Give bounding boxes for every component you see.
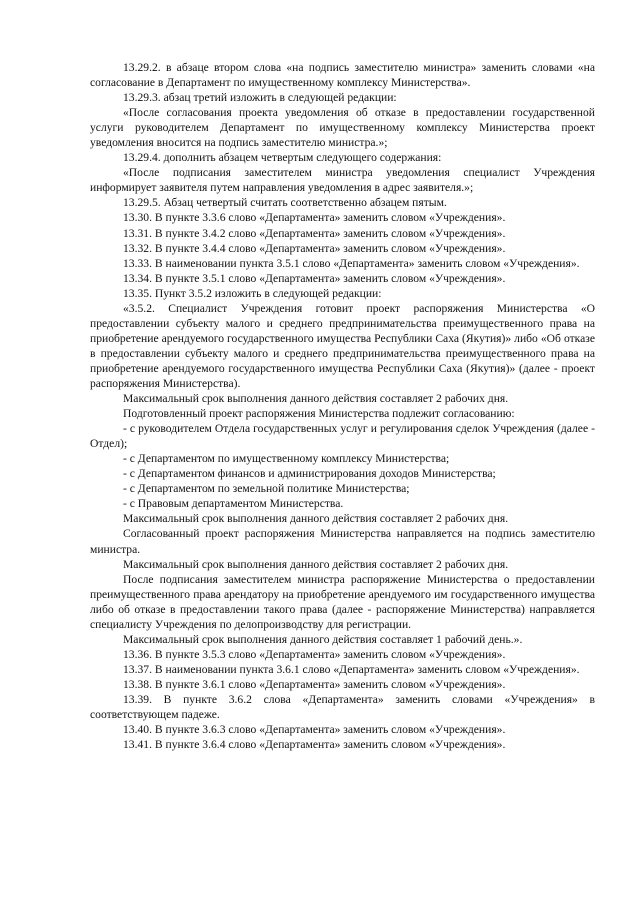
paragraph-13-32: 13.32. В пункте 3.4.4 слово «Департамента» заменить словом «Учреждения». bbox=[123, 241, 506, 255]
paragraph-13-41: 13.41. В пункте 3.6.4 слово «Департамента» заменить словом «Учреждения». bbox=[123, 738, 506, 752]
paragraph-13-29-2: 13.29.2. в абзаце втором слова «на подпись заместителю министра» заменить словами «на согласование в Департамент по имущественному комплексу Министерства». bbox=[90, 61, 595, 90]
paragraph-deadline-1: Максимальный срок выполнения данного действия составляет 2 рабочих дня. bbox=[123, 392, 509, 406]
paragraph-13-30: 13.30. В пункте 3.3.6 слово «Департамента» заменить словом «Учреждения». bbox=[123, 211, 506, 225]
paragraph-13-39: 13.39. В пункте 3.6.2 слова «Департамента» заменить словами «Учреждения» в соответствующем падеже. bbox=[90, 692, 595, 722]
list-item-department-head: - с руководителем Отдела государственных услуг и регулирования сделок Учреждения (далее - Отдел); bbox=[90, 422, 595, 451]
paragraph-13-36: 13.36. В пункте 3.5.3 слово «Департамента» заменить словом «Учреждения». bbox=[123, 647, 506, 661]
paragraph-13-29-4: 13.29.4. дополнить абзацем четвертым следующего содержания: bbox=[123, 151, 442, 165]
paragraph-13-34: 13.34. В пункте 3.5.1 слово «Департамента» заменить словом «Учреждения». bbox=[123, 271, 506, 285]
paragraph-quote-after-signing: «После подписания заместителем министра уведомления специалист Учреждения информирует заявителя путем направления уведомления в адрес заявителя.»; bbox=[90, 166, 595, 195]
list-item-finance-department: - с Департаментом финансов и администрирования доходов Министерства; bbox=[123, 467, 496, 481]
paragraph-deadline-2: Максимальный срок выполнения данного действия составляет 2 рабочих дня. bbox=[123, 512, 509, 526]
paragraph-sent-for-signature: Согласованный проект распоряжения Министерства направляется на подпись заместителю министра. bbox=[90, 527, 595, 556]
paragraph-after-signing-order: После подписания заместителем министра распоряжение Министерства о предоставлении преимущественного права арендатору на приобретение арендуемого им государственного имущества либо об отказе в предоставлении такого права (далее - распоряжение Министерства) направляется специалисту Учреждения по делопроизводству для регистрации. bbox=[90, 572, 595, 631]
paragraph-approval-list-intro: Подготовленный проект распоряжения Министерства подлежит согласованию: bbox=[123, 407, 515, 421]
paragraph-13-35: 13.35. Пункт 3.5.2 изложить в следующей редакции: bbox=[123, 286, 382, 300]
paragraph-13-29-3: 13.29.3. абзац третий изложить в следующей редакции: bbox=[123, 91, 397, 105]
paragraph-13-40: 13.40. В пункте 3.6.3 слово «Департамента» заменить словом «Учреждения». bbox=[123, 723, 506, 737]
list-item-legal-department: - с Правовым департаментом Министерства. bbox=[123, 497, 344, 511]
paragraph-13-29-5: 13.29.5. Абзац четвертый считать соответственно абзацем пятым. bbox=[123, 196, 447, 210]
paragraph-13-37: 13.37. В наименовании пункта 3.6.1 слово «Департамента» заменить словом «Учреждения». bbox=[123, 662, 580, 676]
paragraph-13-38: 13.38. В пункте 3.6.1 слово «Департамента» заменить словом «Учреждения». bbox=[123, 677, 506, 691]
paragraph-deadline-4: Максимальный срок выполнения данного действия составляет 1 рабочий день.». bbox=[123, 632, 523, 646]
list-item-property-department: - с Департаментом по имущественному комплексу Министерства; bbox=[123, 452, 450, 466]
document-page bbox=[90, 60, 595, 752]
paragraph-13-33: 13.33. В наименовании пункта 3.5.1 слово «Департамента» заменить словом «Учреждения». bbox=[123, 256, 580, 270]
paragraph-13-31: 13.31. В пункте 3.4.2 слово «Департамента» заменить словом «Учреждения». bbox=[123, 226, 506, 240]
paragraph-quote-after-approval: «После согласования проекта уведомления об отказе в предоставлении государственной услуги руководителем Департамент по имущественному комплексу Министерства проект уведомления вносится на подпись заместителю министра.»; bbox=[90, 106, 595, 150]
paragraph-deadline-3: Максимальный срок выполнения данного действия составляет 2 рабочих дня. bbox=[123, 557, 509, 571]
paragraph-3-5-2: «3.5.2. Специалист Учреждения готовит проект распоряжения Министерства «О предоставлении субъекту малого и среднего предпринимательства преимущественного права на приобретение арендуемого государственного имущества Республики Саха (Якутия)» либо «Об отказе в предоставлении субъекту малого и среднего предпринимательства преимущественного права на приобретение арендуемого государственного имущества Республики Саха (Якутия)» (далее - проект распоряжения Министерства). bbox=[90, 301, 595, 390]
list-item-land-department: - с Департаментом по земельной политике Министерства; bbox=[123, 482, 410, 496]
